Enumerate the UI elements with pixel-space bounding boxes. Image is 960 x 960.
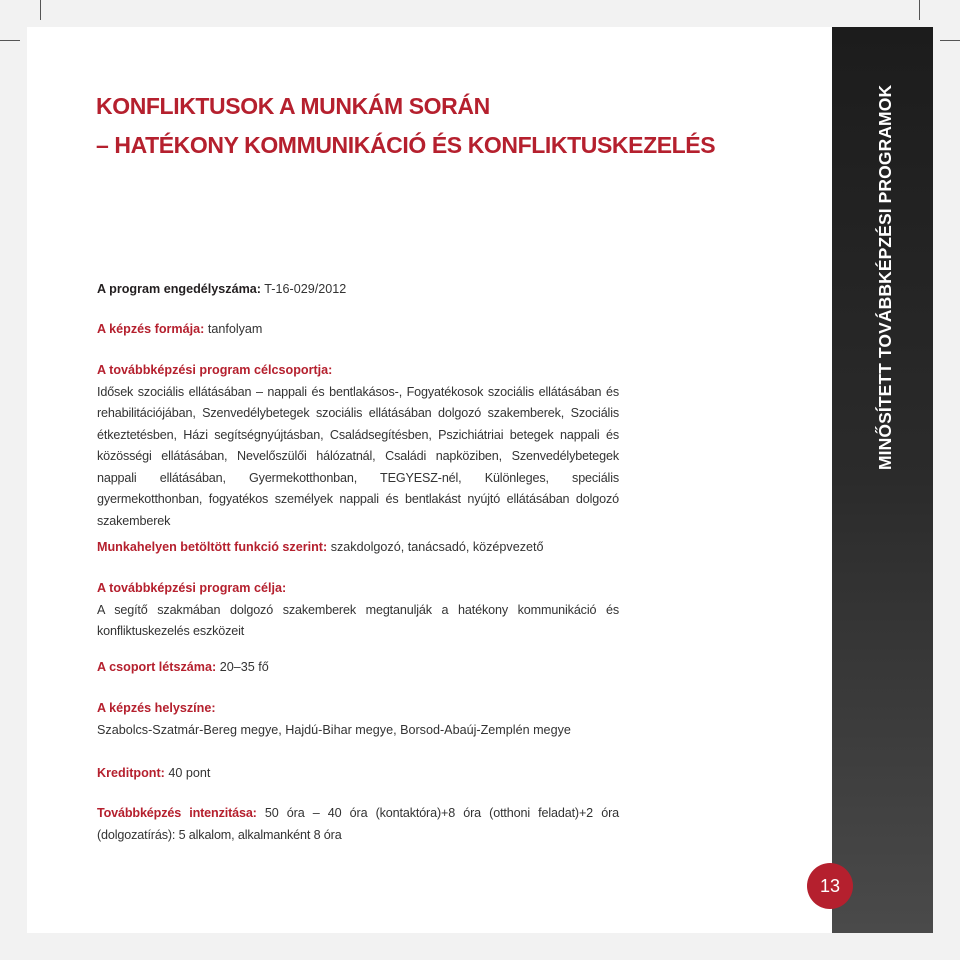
job-function-value: szakdolgozó, tanácsadó, középvezető — [330, 540, 544, 554]
page-title-line-1: KONFLIKTUSOK A MUNKÁM SORÁN — [96, 93, 490, 119]
crop-mark-top-right-v — [919, 0, 920, 20]
location-section — [97, 698, 619, 741]
credits-label: Kreditpont: — [97, 766, 165, 780]
license-label: A program engedélyszáma: — [97, 282, 262, 296]
page-number-badge: 13 — [807, 863, 853, 909]
job-function-label: Munkahelyen betöltött funkció szerint: — [97, 540, 328, 554]
credits-row — [97, 763, 619, 785]
crop-mark-top-right-h — [940, 40, 960, 41]
goal-text: A segítő szakmában dolgozó szakemberek megtanulják a hatékony kommunikáció és konfliktuskezelés eszközeit — [97, 602, 619, 638]
license-value: T-16-029/2012 — [264, 282, 347, 296]
intensity-label: Továbbképzés intenzitása: — [97, 806, 257, 820]
group-size-value: 20–35 fő — [219, 660, 269, 674]
group-size-label: A csoport létszáma: — [97, 660, 217, 674]
form-value: tanfolyam — [207, 322, 263, 336]
goal-label: A továbbképzési program célja: — [97, 581, 287, 595]
location-label: A képzés helyszíne: — [97, 701, 216, 715]
sidebar-label: MINŐSÍTETT TOVÁBBKÉPZÉSI PROGRAMOK — [875, 84, 895, 470]
page-title-line-2: – HATÉKONY KOMMUNIKÁCIÓ ÉS KONFLIKTUSKEZELÉS — [96, 132, 716, 158]
job-function-row — [97, 537, 619, 559]
target-group-label: A továbbképzési program célcsoportja: — [97, 363, 333, 377]
target-group-section — [97, 360, 619, 532]
form-label: A képzés formája: — [97, 322, 205, 336]
crop-mark-top-left-h — [0, 40, 20, 41]
license-row — [97, 279, 619, 301]
intensity-section — [97, 803, 619, 846]
target-group-text: Idősek szociális ellátásában – nappali és bentlakásos-, Fogyatékosok szociális ellátásában és rehabilitációjában, Szenvedélybetegek szociális ellátásában dolgozó szakemberek, Szociális étkeztetésben, Házi segítségnyújtásban, Családsegítésben, Pszichiátriai betegek nappali és közösségi ellátásában, Nevelőszülői hálózatnál, Családi napköziben, Szenvedélybetegek nappali ellátásában, Gyermekotthonban, TEGYESZ-nél, Különleges, speciális gyermekotthonban, fogyatékos személyek nappali és bentlakást nyújtó ellátásában dolgozó szakemberek — [97, 384, 619, 528]
group-size-row — [97, 657, 619, 679]
form-row — [97, 319, 619, 341]
goal-section — [97, 578, 619, 643]
location-text: Szabolcs-Szatmár-Bereg megye, Hajdú-Bihar megye, Borsod-Abaúj-Zemplén megye — [97, 722, 571, 737]
credits-value: 40 pont — [168, 766, 211, 780]
intensity-value: 50 óra – 40 óra (kontaktóra)+8 óra (otthoni feladat)+2 óra (dolgozatírás): 5 alkalom, alkalmanként 8 óra — [97, 806, 619, 842]
crop-mark-top-left-v — [40, 0, 41, 20]
